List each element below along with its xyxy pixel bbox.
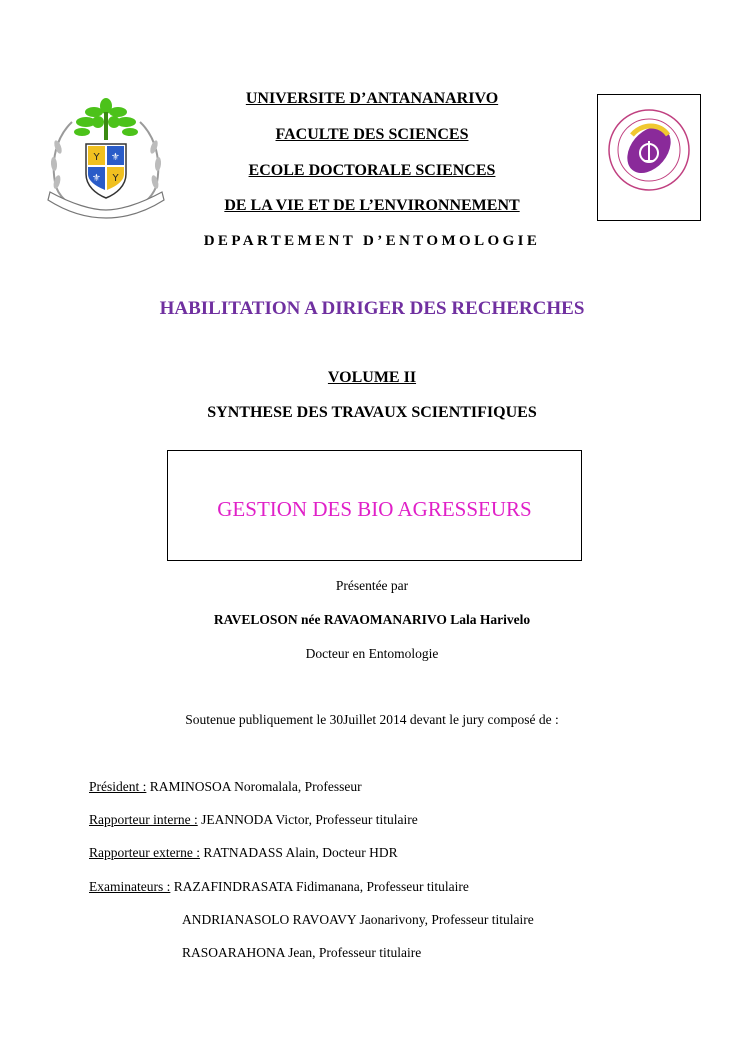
- author-name: RAVELOSON née RAVAOMANARIVO Lala Harivelo: [213, 612, 531, 627]
- volume-label: VOLUME II: [327, 369, 417, 386]
- degree-title: HABILITATION A DIRIGER DES RECHERCHES: [159, 298, 585, 319]
- doctoral-school-line2: DE LA VIE ET DE L’ENVIRONNEMENT: [224, 197, 520, 214]
- svg-text:Y: Y: [112, 173, 119, 184]
- jury-member: RAMINOSOA Noromalala, Professeur: [149, 779, 362, 794]
- svg-text:⚜: ⚜: [111, 152, 120, 163]
- jury-role-label: Président :: [89, 779, 147, 794]
- doctoral-school-line1: ECOLE DOCTORALE SCIENCES: [248, 162, 496, 179]
- jury-external-reporter: [89, 845, 398, 861]
- defense-statement: Soutenue publiquement le 30Juillet 2014 devant le jury composé de :: [185, 712, 559, 727]
- volume-subtitle: SYNTHESE DES TRAVAUX SCIENTIFIQUES: [207, 404, 537, 421]
- presented-by: Présentée par: [335, 578, 409, 593]
- jury-role-label: Rapporteur interne :: [89, 812, 198, 827]
- jury-member: RASOARAHONA Jean, Professeur titulaire: [182, 945, 422, 960]
- jury-role-label: Examinateurs :: [89, 879, 171, 894]
- university-name: UNIVERSITE D’ANTANANARIVO: [245, 90, 499, 107]
- author-title: Docteur en Entomologie: [305, 646, 439, 661]
- faculty-name: FACULTE DES SCIENCES: [275, 126, 469, 143]
- jury-member: RAZAFINDRASATA Fidimanana, Professeur titulaire: [173, 879, 469, 894]
- jury-member: JEANNODA Victor, Professeur titulaire: [201, 812, 418, 827]
- jury-president: [89, 779, 362, 795]
- jury-member: RATNADASS Alain, Docteur HDR: [203, 845, 398, 860]
- thesis-title: GESTION DES BIO AGRESSEURS: [217, 497, 532, 521]
- jury-internal-reporter: [89, 812, 418, 828]
- department-name: DEPARTEMENT D’ENTOMOLOGIE: [203, 233, 541, 249]
- svg-text:Y: Y: [93, 152, 100, 163]
- jury-role-label: Rapporteur externe :: [89, 845, 200, 860]
- thesis-title-box: [167, 450, 582, 561]
- jury-member: ANDRIANASOLO RAVOAVY Jaonarivony, Professeur titulaire: [182, 912, 534, 927]
- jury-examiners: [89, 879, 469, 895]
- svg-text:⚜: ⚜: [92, 173, 101, 184]
